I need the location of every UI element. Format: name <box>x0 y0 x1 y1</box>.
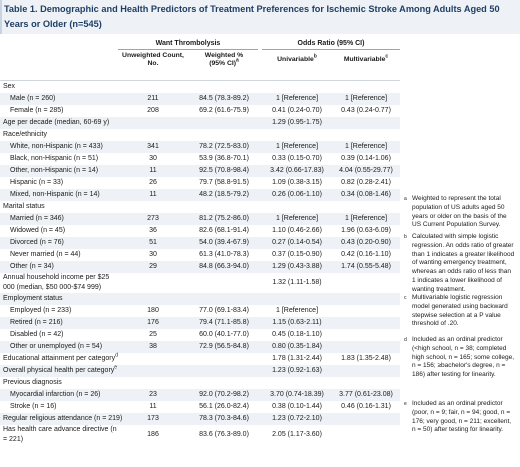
table-row <box>0 189 400 201</box>
weighted-cell: 53.9 (36.8-70.1) <box>199 155 249 162</box>
footnote-d <box>404 336 516 380</box>
multivariable-column-header: Multivariable$^c$ <box>343 53 389 63</box>
footnote-text: Weighted to represent the total population of US adults aged 50 years or older on the basis of the US Current Population Survey. <box>412 195 507 229</box>
table-row <box>0 225 400 237</box>
weighted-cell: 92.5 (70.8-98.4) <box>199 167 249 174</box>
univariable-cell: 0.27 (0.14-0.54) <box>272 239 322 246</box>
univariable-cell: 1.15 (0.63-2.11) <box>272 319 322 326</box>
data-table <box>0 36 400 445</box>
count-cell: 211 <box>147 95 159 102</box>
univariable-column-header: Univariable$^b$ <box>277 53 317 63</box>
table-row <box>0 329 400 341</box>
footnote-mark: c <box>404 295 407 301</box>
count-column-header: Unweighted Count, No. <box>122 52 184 67</box>
weighted-cell: 92.0 (70.2-98.2) <box>199 391 249 398</box>
row-label: Other or unemployed (n = 54) <box>10 343 103 350</box>
univariable-cell: 0.26 (0.06-1.10) <box>272 191 322 198</box>
multivariable-cell: 0.42 (0.16-1.10) <box>341 251 391 258</box>
row-label: Other (n = 34) <box>10 263 54 270</box>
count-cell: 186 <box>147 431 159 438</box>
row-label: Overall physical health per category$^e$ <box>3 364 118 374</box>
multivariable-cell: 1.96 (0.63-6.09) <box>341 227 391 234</box>
count-cell: 11 <box>149 167 157 174</box>
table-row <box>0 201 400 213</box>
row-label: Annual household income per $25 000 (median, $50 000-$74 999) <box>3 274 110 291</box>
weighted-cell: 84.8 (66.3-94.0) <box>199 263 249 270</box>
footnote-mark: a <box>404 196 407 202</box>
count-cell: 176 <box>147 319 159 326</box>
row-label: Sex <box>3 83 16 90</box>
multivariable-cell: 3.77 (0.61-23.08) <box>339 391 393 398</box>
univariable-cell: 1 [Reference] <box>275 215 319 222</box>
row-label: White, non-Hispanic (n = 433) <box>10 143 103 150</box>
footnote-text: Calculated with simple logistic regression. An odds ratio of greater than 1 indicates a greater likelihood of wanting emergency treatment, whereas an odds ratio of less than 1 indicates a lower likelihood of wanting treatment. <box>412 233 515 293</box>
table-row <box>0 305 400 317</box>
row-label: Black, non-Hispanic (n = 51) <box>10 155 99 162</box>
univariable-cell: 1.10 (0.46-2.66) <box>272 227 322 234</box>
table-row <box>0 425 400 445</box>
univariable-cell: 0.33 (0.15-0.70) <box>272 155 322 162</box>
footnote-mark: e <box>404 401 407 407</box>
table-row <box>0 237 400 249</box>
row-label: Employment status <box>3 295 63 302</box>
weighted-cell: 79.4 (71.1-85.8) <box>199 319 249 326</box>
univariable-cell: 1.23 (0.92-1.63) <box>272 367 322 374</box>
multivariable-cell: 4.04 (0.55-29.77) <box>339 167 393 174</box>
count-cell: 30 <box>149 155 157 162</box>
multivariable-cell: 1.74 (0.55-5.48) <box>341 263 391 270</box>
table-row <box>0 165 400 177</box>
count-cell: 51 <box>149 239 157 246</box>
row-label: Never married (n = 44) <box>10 251 81 258</box>
univariable-cell: 1 [Reference] <box>275 143 319 150</box>
weighted-cell: 83.6 (76.3-89.0) <box>199 431 249 438</box>
table-row <box>0 317 400 329</box>
multivariable-cell: 0.82 (0.28-2.41) <box>341 179 391 186</box>
row-label: Has health care advance directive (n = 221) <box>3 426 117 443</box>
multivariable-cell: 0.43 (0.20-0.90) <box>341 239 391 246</box>
univariable-cell: 0.41 (0.24-0.70) <box>272 107 322 114</box>
footnote-text: Included as an ordinal predictor (poor, n = 9; fair, n = 94; good, n = 176; very good, n = 211; excellent, n = 50) after testing for linearity. <box>412 400 512 434</box>
weighted-cell: 72.9 (56.5-84.8) <box>199 343 249 350</box>
table-row <box>0 293 400 305</box>
univariable-cell: 1.29 (0.95-1.75) <box>272 119 322 126</box>
footnote-c <box>404 294 516 329</box>
table-row <box>0 213 400 225</box>
univariable-cell: 0.80 (0.35-1.84) <box>272 343 322 350</box>
count-cell: 26 <box>149 179 157 186</box>
footnote-mark: b <box>404 234 407 240</box>
weighted-cell: 77.0 (69.1-83.4) <box>199 307 249 314</box>
weighted-cell: 79.7 (58.8-91.5) <box>199 179 249 186</box>
count-cell: 11 <box>149 191 157 198</box>
multivariable-cell: 0.43 (0.24-0.77) <box>341 107 391 114</box>
row-label: Widowed (n = 45) <box>10 227 66 234</box>
row-label: Female (n = 285) <box>10 107 64 114</box>
table-row <box>0 177 400 189</box>
univariable-cell: 0.37 (0.15-0.90) <box>272 251 322 258</box>
table-row <box>0 413 400 425</box>
table-row <box>0 401 400 413</box>
univariable-cell: 1.32 (1.11-1.58) <box>272 279 322 286</box>
weighted-cell: 78.2 (72.5-83.0) <box>199 143 249 150</box>
table-row <box>0 273 400 293</box>
row-label: Myocardial infarction (n = 26) <box>10 391 101 398</box>
count-cell: 208 <box>147 107 159 114</box>
table-row <box>0 377 400 389</box>
weighted-column-header: Weighted % (95% CI)$^a$ <box>204 52 244 67</box>
footnote-a <box>404 195 516 230</box>
univariable-cell: 0.45 (0.18-1.10) <box>272 331 322 338</box>
weighted-cell: 78.3 (70.3-84.6) <box>199 415 249 422</box>
table-row <box>0 261 400 273</box>
multivariable-cell: 0.39 (0.14-1.06) <box>341 155 391 162</box>
row-label: Employed (n = 233) <box>10 307 72 314</box>
univariable-cell: 1 [Reference] <box>275 95 319 102</box>
univariable-cell: 0.38 (0.10-1.44) <box>272 403 322 410</box>
weighted-cell: 54.0 (39.4-67.9) <box>199 239 249 246</box>
univariable-cell: 3.70 (0.74-18.39) <box>270 391 324 398</box>
univariable-cell: 1.09 (0.38-3.15) <box>272 179 322 186</box>
multivariable-cell: 1.83 (1.35-2.48) <box>341 355 391 362</box>
row-label: Race/ethnicity <box>3 131 47 138</box>
title-accent-bar <box>0 0 2 34</box>
count-cell: 30 <box>149 251 157 258</box>
row-label: Previous diagnosis <box>3 379 62 386</box>
weighted-cell: 82.6 (68.1-91.4) <box>199 227 249 234</box>
count-cell: 23 <box>149 391 157 398</box>
count-cell: 11 <box>149 403 157 410</box>
table-title: Table 1. Demographic and Health Predictors of Treatment Preferences for Ischemic Stroke Among Adults Aged 50 Years or Older (n=545) <box>0 0 520 34</box>
row-label: Other, non-Hispanic (n = 14) <box>10 167 99 174</box>
row-label: Age per decade (median, 60-69 y) <box>3 119 110 126</box>
row-label: Divorced (n = 76) <box>10 239 64 246</box>
multivariable-cell: 1 [Reference] <box>344 95 388 102</box>
row-label: Mixed, non-Hispanic (n = 14) <box>10 191 100 198</box>
weighted-cell: 56.1 (26.0-82.4) <box>199 403 249 410</box>
multivariable-cell: 0.34 (0.08-1.46) <box>341 191 391 198</box>
multivariable-cell: 0.46 (0.16-1.31) <box>341 403 391 410</box>
count-cell: 25 <box>149 331 157 338</box>
footnote-text: Multivariable logistic regression model generated using backward stepwise selection at a P value threshold of .20. <box>412 294 508 328</box>
count-cell: 173 <box>147 415 159 422</box>
row-label: Hispanic (n = 33) <box>10 179 64 186</box>
count-cell: 180 <box>147 307 159 314</box>
footnote-e <box>404 400 516 435</box>
univariable-cell: 1 [Reference] <box>275 307 319 314</box>
weighted-cell: 60.0 (40.1-77.0) <box>199 331 249 338</box>
count-cell: 29 <box>149 263 157 270</box>
univariable-cell: 1.23 (0.72-2.10) <box>272 415 322 422</box>
footnote-mark: d <box>404 337 407 343</box>
row-label: Married (n = 346) <box>10 215 64 222</box>
row-label: Stroke (n = 16) <box>10 403 57 410</box>
weighted-cell: 61.3 (41.0-78.3) <box>199 251 249 258</box>
row-label: Marital status <box>3 203 45 210</box>
multivariable-cell: 1 [Reference] <box>344 143 388 150</box>
table-row <box>0 389 400 401</box>
row-label: Regular religious attendance (n = 219) <box>3 415 123 422</box>
weighted-cell: 84.5 (78.3-89.2) <box>199 95 249 102</box>
footnote-text: Included as an ordinal predictor (<high school, n = 38; completed high school, n = 165; some college, n = 156; ≥bachelor's degree, n = 186) after testing for linearity. <box>412 336 515 379</box>
table-row <box>0 81 400 93</box>
weighted-cell: 81.2 (75.2-86.0) <box>199 215 249 222</box>
table-row <box>0 129 400 141</box>
univariable-cell: 1.29 (0.43-3.88) <box>272 263 322 270</box>
footnote-b <box>404 233 516 295</box>
table-row <box>0 93 400 105</box>
row-label: Disabled (n = 42) <box>10 331 64 338</box>
table-row <box>0 141 400 153</box>
odds-ratio-group-header: Odds Ratio (95% CI) <box>262 38 400 50</box>
table-body <box>0 81 400 445</box>
count-cell: 341 <box>147 143 159 150</box>
count-cell: 36 <box>149 227 157 234</box>
multivariable-cell: 1 [Reference] <box>344 215 388 222</box>
univariable-cell: 2.05 (1.17-3.60) <box>272 431 322 438</box>
row-label: Male (n = 260) <box>10 95 56 102</box>
univariable-cell: 3.42 (0.66-17.83) <box>270 167 324 174</box>
table-row <box>0 117 400 129</box>
table-row <box>0 105 400 117</box>
table-row <box>0 153 400 165</box>
weighted-cell: 69.2 (61.6-75.9) <box>199 107 249 114</box>
count-cell: 38 <box>149 343 157 350</box>
table-row <box>0 365 400 377</box>
table-row <box>0 353 400 365</box>
weighted-cell: 48.2 (18.5-79.2) <box>199 191 249 198</box>
table-header <box>0 36 400 81</box>
want-thrombolysis-group-header: Want Thrombolysis <box>118 38 258 50</box>
table-row <box>0 249 400 261</box>
table-row <box>0 341 400 353</box>
count-cell: 273 <box>147 215 159 222</box>
univariable-cell: 1.78 (1.31-2.44) <box>272 355 322 362</box>
row-label: Educational attainment per category$^d$ <box>3 352 118 362</box>
row-label: Retired (n = 216) <box>10 319 63 326</box>
